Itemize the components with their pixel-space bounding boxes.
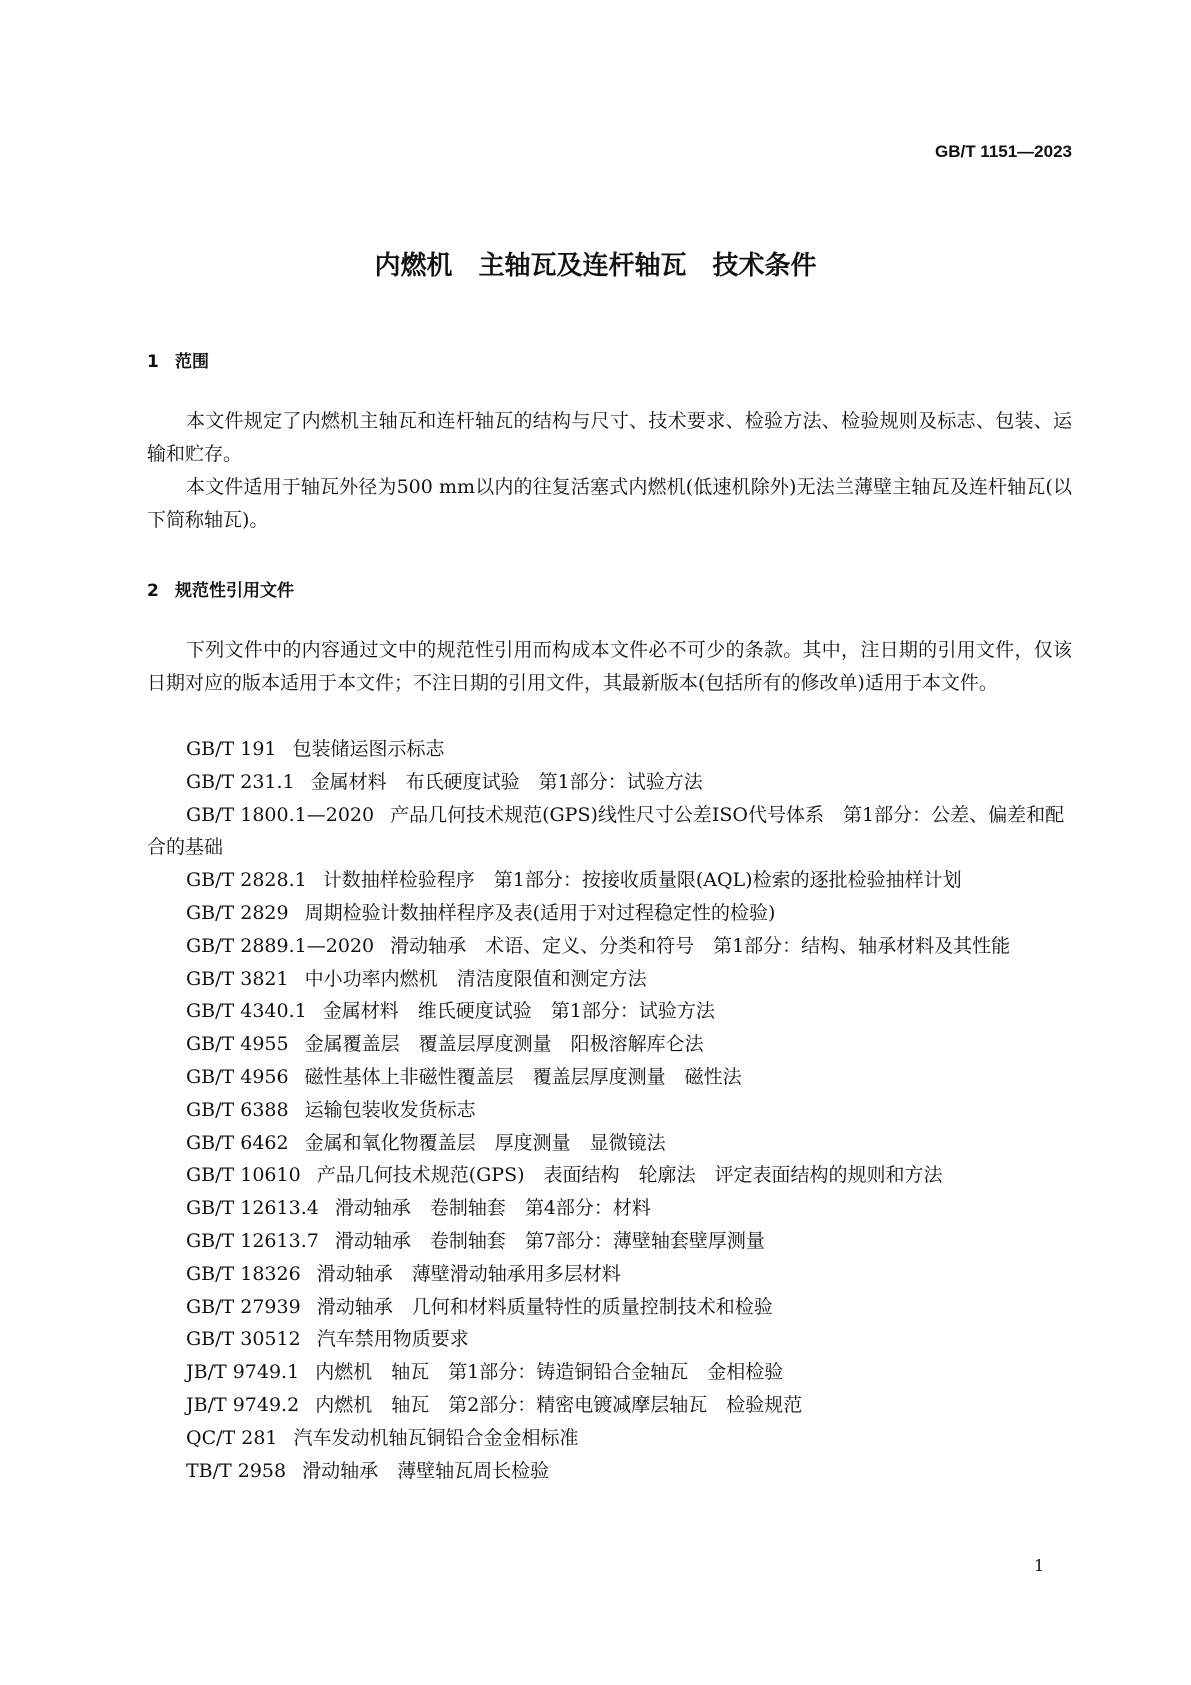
reference-code: GB/T 1800.1—2020: [186, 803, 375, 826]
reference-title: 金属材料 维氏硬度试验 第1部分：试验方法: [322, 1000, 715, 1023]
reference-title: 内燃机 轴瓦 第1部分：铸造铜铅合金轴瓦 金相检验: [315, 1361, 784, 1384]
reference-code: QC/T 281: [186, 1426, 278, 1449]
paragraph: 本文件适用于轴瓦外径为500 mm以内的往复活塞式内燃机(低速机除外)无法兰薄壁主轴瓦及连杆轴瓦(以下简称轴瓦)。: [147, 476, 1072, 531]
reference-item: [147, 1389, 1072, 1422]
section-2-intro: [147, 634, 1072, 700]
reference-title: 金属材料 布氏硬度试验 第1部分：试验方法: [310, 770, 703, 793]
reference-code: GB/T 191: [186, 738, 277, 760]
reference-code: GB/T 4340.1: [186, 1000, 307, 1023]
reference-title: 滑动轴承 几何和材料质量特性的质量控制技术和检验: [316, 1295, 773, 1318]
reference-title: 滑动轴承 术语、定义、分类和符号 第1部分：结构、轴承材料及其性能: [390, 934, 1011, 957]
reference-code: GB/T 6462: [186, 1131, 289, 1154]
reference-title: 汽车发动机轴瓦铜铅合金金相标准: [293, 1426, 579, 1449]
reference-title: 产品几何技术规范(GPS)线性尺寸公差ISO代号体系 第1部分：公差、偏差和配合的基础: [147, 803, 1065, 859]
reference-item: [147, 1291, 1072, 1324]
reference-item: [147, 1192, 1072, 1225]
reference-item: [147, 1258, 1072, 1291]
reference-code: GB/T 231.1: [186, 770, 295, 793]
section-number: 1: [147, 352, 159, 372]
reference-title: 滑动轴承 卷制轴套 第4部分：材料: [334, 1197, 651, 1220]
reference-code: GB/T 12613.7: [186, 1229, 319, 1252]
reference-item: [147, 766, 1072, 799]
reference-item: [147, 1323, 1072, 1356]
reference-code: GB/T 4955: [186, 1033, 289, 1056]
reference-title: 计数抽样检验程序 第1部分：按接收质量限(AQL)检索的逐批检验抽样计划: [322, 869, 962, 892]
reference-code: GB/T 27939: [186, 1295, 301, 1318]
reference-item: [147, 1455, 1072, 1488]
reference-item: [147, 1159, 1072, 1192]
reference-code: JB/T 9749.1: [186, 1361, 300, 1384]
reference-item: [147, 1094, 1072, 1127]
reference-code: GB/T 3821: [186, 967, 289, 990]
reference-code: GB/T 30512: [186, 1328, 301, 1351]
document-title: 内燃机 主轴瓦及连杆轴瓦 技术条件: [374, 251, 817, 281]
document-number: GB/T 1151—2023: [934, 142, 1072, 161]
reference-item: [147, 864, 1072, 897]
reference-item: [147, 1225, 1072, 1258]
reference-code: GB/T 2829: [186, 901, 289, 924]
reference-code: GB/T 2889.1—2020: [186, 934, 375, 957]
reference-item: [147, 1356, 1072, 1389]
reference-title: 滑动轴承 薄壁滑动轴承用多层材料: [316, 1262, 621, 1285]
reference-code: GB/T 12613.4: [186, 1197, 319, 1220]
reference-title: 金属和氧化物覆盖层 厚度测量 显微镜法: [304, 1131, 666, 1154]
reference-item: [147, 799, 1072, 865]
reference-code: TB/T 2958: [186, 1459, 287, 1482]
reference-title: 包装储运图示标志: [292, 738, 445, 760]
section-2-heading: [147, 576, 294, 601]
reference-title: 滑动轴承 薄壁轴瓦周长检验: [302, 1459, 550, 1482]
reference-item: [147, 897, 1072, 930]
reference-code: JB/T 9749.2: [186, 1393, 300, 1416]
reference-item: [147, 995, 1072, 1028]
reference-code: GB/T 18326: [186, 1262, 301, 1285]
reference-code: GB/T 6388: [186, 1098, 289, 1121]
reference-code: GB/T 4956: [186, 1065, 289, 1088]
reference-title: 汽车禁用物质要求: [316, 1328, 469, 1351]
reference-item: [147, 1422, 1072, 1455]
reference-list: [147, 733, 1072, 1487]
reference-item: [147, 1061, 1072, 1094]
reference-item: [147, 963, 1072, 996]
reference-item: [147, 930, 1072, 963]
section-title: 规范性引用文件: [175, 581, 294, 601]
reference-title: 产品几何技术规范(GPS) 表面结构 轮廓法 评定表面结构的规则和方法: [316, 1164, 943, 1187]
paragraph: 下列文件中的内容通过文中的规范性引用而构成本文件必不可少的条款。其中，注日期的引用文件，仅该日期对应的版本适用于本文件；不注日期的引用文件，其最新版本(包括所有的修改单)适用于本文件。: [147, 639, 1072, 694]
reference-title: 金属覆盖层 覆盖层厚度测量 阳极溶解库仑法: [304, 1033, 704, 1056]
reference-code: GB/T 10610: [186, 1164, 301, 1187]
reference-code: GB/T 2828.1: [186, 869, 307, 892]
reference-item: [147, 733, 1072, 766]
section-title: 范围: [175, 352, 209, 372]
section-1-body: [147, 405, 1072, 537]
reference-title: 中小功率内燃机 清洁度限值和测定方法: [304, 967, 647, 990]
reference-title: 滑动轴承 卷制轴套 第7部分：薄壁轴套壁厚测量: [334, 1229, 765, 1252]
reference-item: [147, 1127, 1072, 1160]
page-number: 1: [1034, 1556, 1045, 1575]
reference-item: [147, 1028, 1072, 1061]
reference-title: 内燃机 轴瓦 第2部分：精密电镀减摩层轴瓦 检验规范: [315, 1393, 803, 1416]
paragraph: 本文件规定了内燃机主轴瓦和连杆轴瓦的结构与尺寸、技术要求、检验方法、检验规则及标志、包装、运输和贮存。: [147, 410, 1072, 465]
section-1-heading: [147, 347, 209, 372]
section-number: 2: [147, 581, 159, 601]
reference-title: 周期检验计数抽样程序及表(适用于对过程稳定性的检验): [304, 901, 776, 924]
reference-title: 磁性基体上非磁性覆盖层 覆盖层厚度测量 磁性法: [304, 1065, 742, 1088]
reference-title: 运输包装收发货标志: [304, 1098, 476, 1121]
